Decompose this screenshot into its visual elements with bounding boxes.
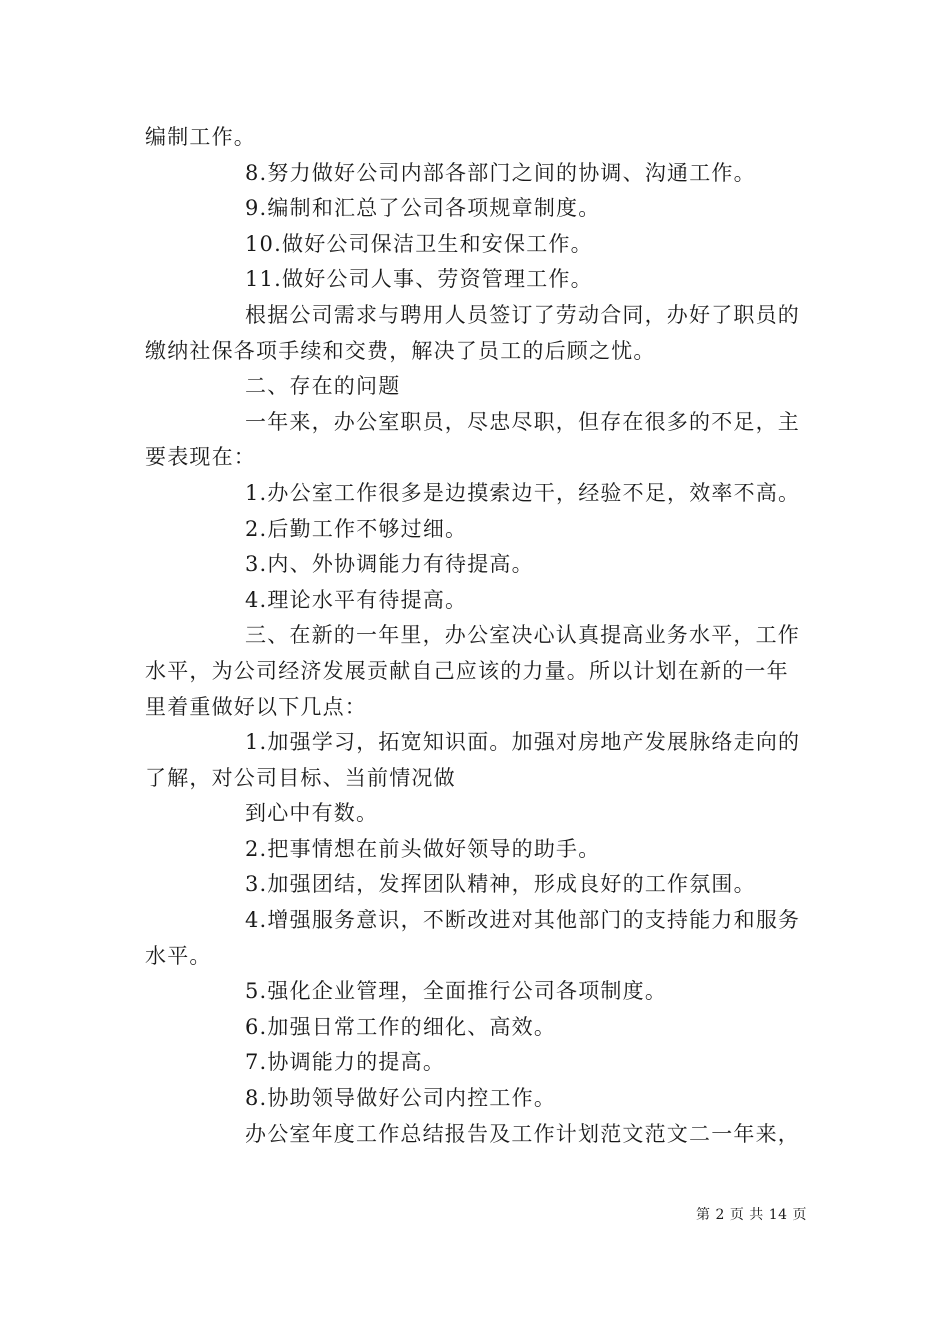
text-line: 10.做好公司保洁卫生和安保工作。 — [245, 231, 593, 256]
list-item: 1.办公室工作很多是边摸索边干，经验不足，效率不高。 — [245, 480, 801, 505]
text-line: 要表现在： — [145, 445, 256, 470]
text-line: 11.做好公司人事、劳资管理工作。 — [245, 267, 593, 292]
text-line: 水平。 — [145, 943, 212, 968]
page-number-footer: 第 2 页 共 14 页 — [696, 1207, 807, 1223]
text-line: 9.编制和汇总了公司各项规章制度。 — [245, 196, 601, 221]
text-line: 缴纳社保各项手续和交费，解决了员工的后顾之忧。 — [145, 338, 656, 363]
list-item: 1.加强学习，拓宽知识面。加强对房地产发展脉络走向的 — [245, 730, 801, 755]
list-item: 8.协助领导做好公司内控工作。 — [245, 1086, 557, 1111]
text-line: 办公室年度工作总结报告及工作计划范文范文二一年来， — [245, 1121, 800, 1146]
text-line: 8.努力做好公司内部各部门之间的协调、沟通工作。 — [245, 160, 756, 185]
list-item: 3.内、外协调能力有待提高。 — [245, 552, 534, 577]
list-item: 4.增强服务意识，不断改进对其他部门的支持能力和服务 — [245, 908, 801, 933]
list-item: 2.后勤工作不够过细。 — [245, 516, 468, 541]
text-line: 编制工作。 — [145, 125, 256, 149]
section-heading: 三、在新的一年里，办公室决心认真提高业务水平，工作 — [245, 623, 800, 648]
text-line: 了解，对公司目标、当前情况做 — [145, 765, 456, 790]
list-item: 5.强化企业管理，全面推行公司各项制度。 — [245, 979, 668, 1004]
list-item: 6.加强日常工作的细化、高效。 — [245, 1014, 557, 1039]
text-line: 水平，为公司经济发展贡献自己应该的力量。所以计划在新的一年 — [145, 658, 789, 683]
text-line: 里着重做好以下几点： — [145, 694, 367, 719]
list-item: 2.把事情想在前头做好领导的助手。 — [245, 836, 601, 861]
section-heading: 二、存在的问题 — [245, 374, 401, 399]
text-line: 根据公司需求与聘用人员签订了劳动合同，办好了职员的 — [245, 302, 800, 327]
list-item: 7.协调能力的提高。 — [245, 1050, 446, 1075]
text-line: 到心中有数。 — [245, 801, 379, 826]
document-body — [145, 120, 807, 1152]
list-item: 4.理论水平有待提高。 — [245, 587, 468, 612]
text-line: 一年来，办公室职员，尽忠尽职，但存在很多的不足，主 — [245, 409, 800, 434]
list-item: 3.加强团结，发挥团队精神，形成良好的工作氛围。 — [245, 872, 756, 897]
